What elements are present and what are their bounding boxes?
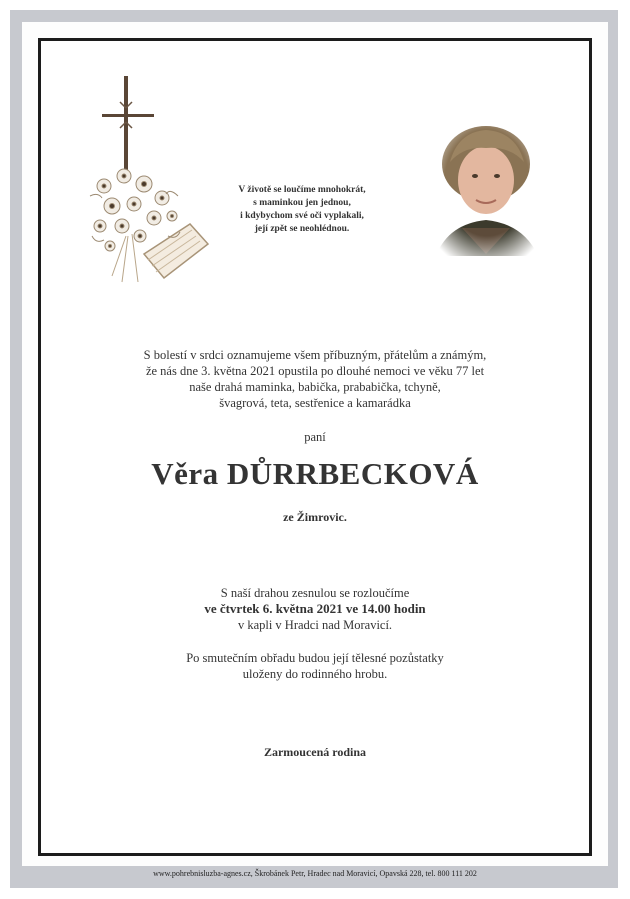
note-line: uloženy do rodinného hrobu. [242, 667, 388, 681]
deceased-name: Věra DŮRRBECKOVÁ [151, 456, 479, 491]
origin: ze Žimrovic. [283, 510, 347, 524]
ceremony-place: v kapli v Hradci nad Moravicí. [237, 618, 393, 632]
ceremony-line: S naší drahou zesnulou se rozloučíme [220, 586, 410, 600]
poem-line: i kdybychom své oči vyplakali, [240, 211, 364, 221]
cross-flowers-icon [82, 76, 214, 290]
ceremony-info [100, 585, 530, 633]
announcement-line: naše drahá maminka, babička, prababička, tchyně, [189, 380, 441, 394]
poem [214, 184, 390, 236]
poem-line: její zpět se neohlédnou. [254, 224, 350, 234]
poem-line: s maminkou jen jednou, [253, 198, 351, 208]
announcement [100, 347, 530, 411]
footer-contact: www.pohrebnisluzba-agnes.cz, Škrobánek Petr, Hradec nad Moravicí, Opavská 228, tel. 800 111 202 [153, 869, 477, 878]
title-word: paní [304, 430, 326, 444]
burial-note [100, 650, 530, 682]
announcement-line: S bolestí v srdci oznamujeme všem příbuzným, přátelům a známým, [143, 348, 487, 362]
cross-icon [102, 76, 154, 176]
announcement-line: že nás dne 3. května 2021 opustila po dlouhé nemoci ve věku 77 let [145, 364, 485, 378]
ceremony-date: ve čtvrtek 6. května 2021 ve 14.00 hodin [204, 601, 426, 616]
poem-line: V životě se loučíme mnohokrát, [238, 185, 366, 195]
portrait-photo [428, 116, 546, 264]
note-line: Po smutečním obřadu budou její tělesné pozůstatky [186, 651, 444, 665]
book-icon [144, 224, 208, 278]
signature: Zarmoucená rodina [263, 745, 367, 759]
announcement-line: švagrová, teta, sestřenice a kamarádka [219, 396, 411, 410]
